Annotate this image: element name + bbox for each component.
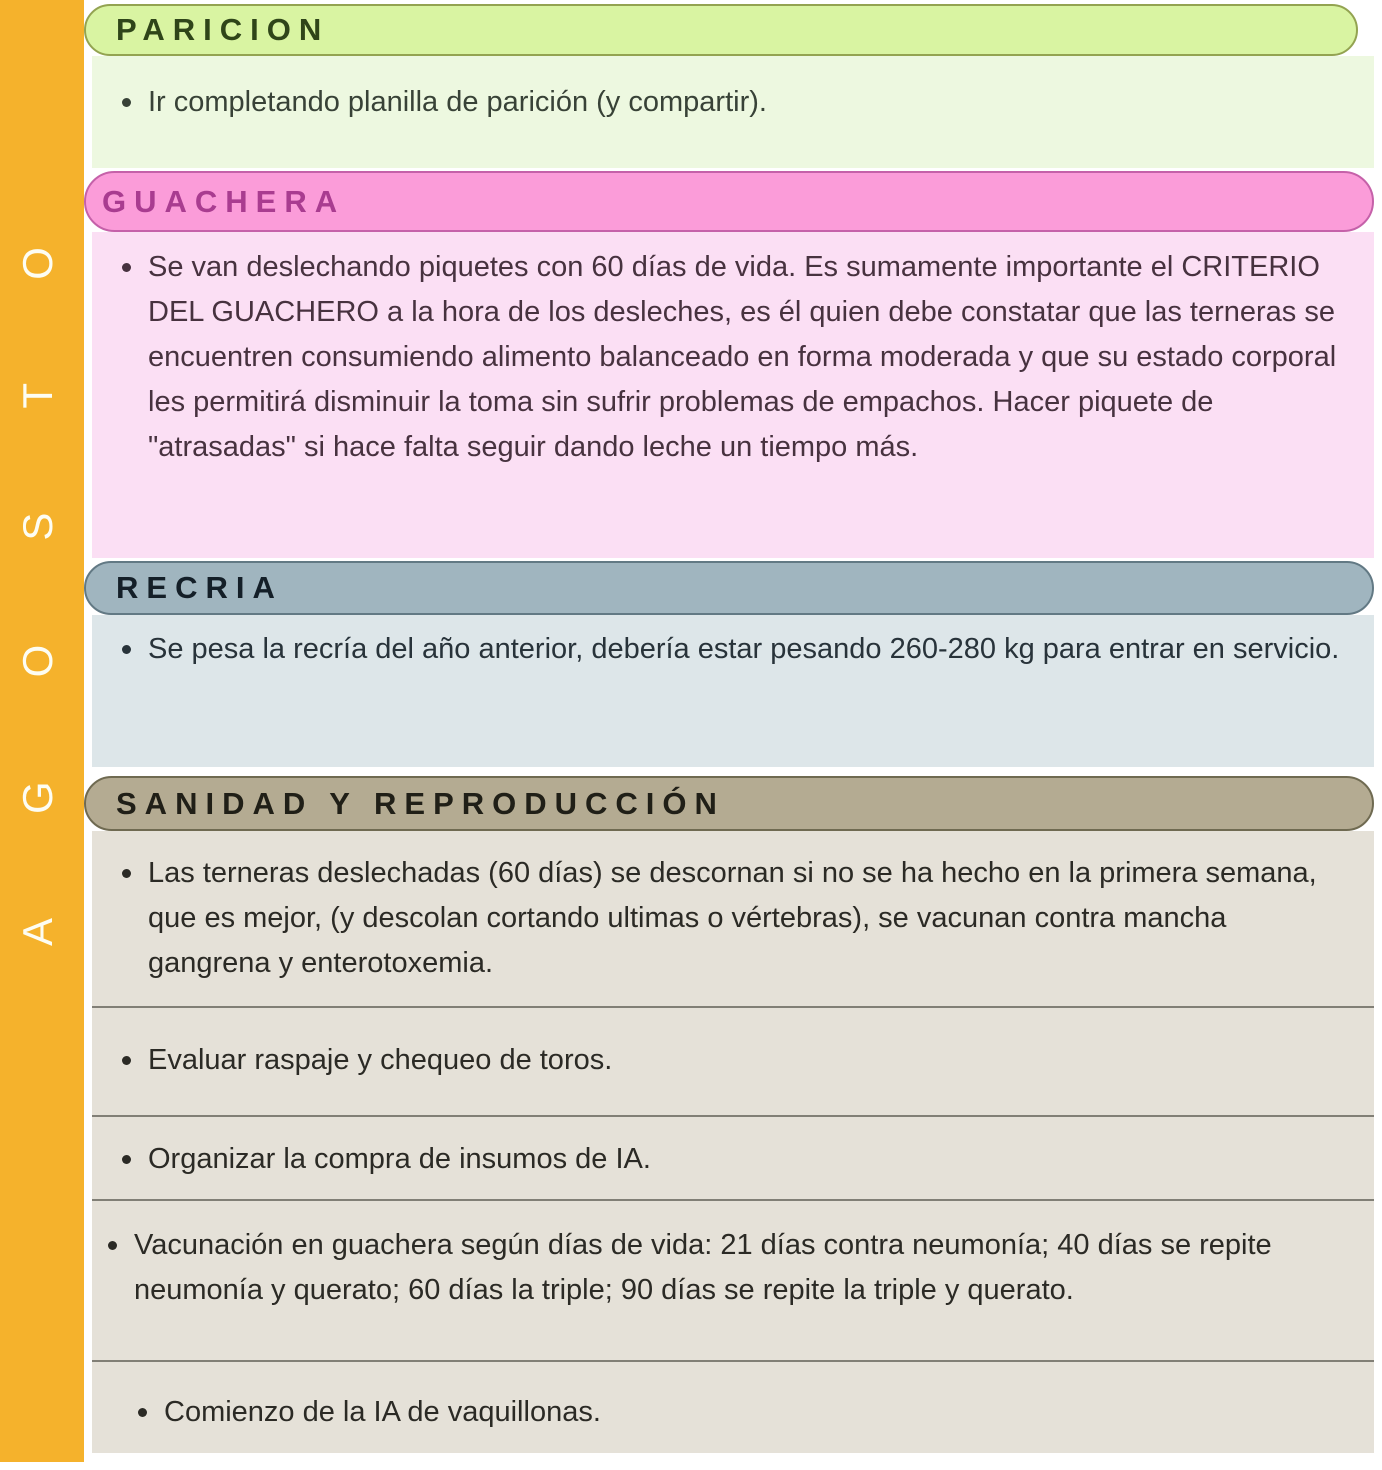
list-item: [92, 831, 1374, 1006]
section-recria-body: [92, 615, 1374, 767]
bullet-text: Las terneras deslechadas (60 días) se descornan si no se ha hecho en la primera semana, que es mejor, (y descolan cortando ultimas o vértebras), se vacunan contra mancha gangrena y enterotoxemia.: [148, 857, 1317, 979]
section-guachera-title: GUACHERA: [102, 183, 346, 219]
section-sanidad-title: SANIDAD Y REPRODUCCIÓN: [116, 785, 725, 821]
section-recria: [84, 561, 1374, 767]
section-paricion-title: PARICION: [116, 12, 330, 47]
bullet-dot-icon: [122, 263, 131, 272]
bullet-text: Se van deslechando piquetes con 60 días de vida. Es sumamente importante el CRITERIO DEL GUACHERO a la hora de los desleches, es él quien debe constatar que las terneras se encuentren consumiendo alimento balanceado en forma moderada y que su estado corporal les permitirá disminuir la toma sin sufrir problemas de empachos. Hacer piquete de "atrasadas" si hace falta seguir dando leche un tiempo más.: [148, 251, 1337, 463]
content-column: [84, 0, 1374, 1453]
list-item: [92, 80, 1374, 125]
bullet-text: Organizar la compra de insumos de IA.: [148, 1143, 651, 1175]
list-item: [92, 1201, 1374, 1360]
bullet-dot-icon: [108, 1241, 117, 1250]
section-paricion: [84, 4, 1374, 168]
bullet-dot-icon: [138, 1408, 147, 1417]
bullet-text: Ir completando planilla de parición (y compartir).: [148, 86, 767, 118]
section-paricion-body: [92, 56, 1374, 168]
section-guachera-body: [92, 232, 1374, 558]
list-item: [92, 1008, 1374, 1115]
bullet-dot-icon: [122, 645, 131, 654]
bullet-dot-icon: [122, 1155, 131, 1164]
section-guachera-header: [84, 171, 1374, 232]
list-item: [92, 627, 1374, 672]
section-paricion-header: [84, 4, 1358, 56]
bullet-text: Se pesa la recría del año anterior, debería estar pesando 260-280 kg para entrar en servicio.: [148, 633, 1340, 665]
bullet-dot-icon: [122, 98, 131, 107]
list-item: [92, 1117, 1374, 1199]
bullet-dot-icon: [122, 1056, 131, 1065]
month-label: AGOSTO: [14, 143, 61, 946]
bullet-text: Comienzo de la IA de vaquillonas.: [164, 1396, 601, 1428]
section-sanidad-y-reproduccion: [84, 776, 1374, 1453]
list-item: [92, 245, 1374, 470]
bullet-text: Evaluar raspaje y chequeo de toros.: [148, 1044, 613, 1076]
section-guachera: [84, 171, 1374, 558]
list-item: [92, 1362, 1374, 1452]
section-recria-header: [84, 561, 1374, 615]
month-sidebar: [0, 0, 84, 1462]
bullet-dot-icon: [122, 869, 131, 878]
section-recria-title: RECRIA: [116, 570, 283, 605]
bullet-text: Vacunación en guachera según días de vida: 21 días contra neumonía; 40 días se repite neumonía y querato; 60 días la triple; 90 días se repite la triple y querato.: [134, 1229, 1272, 1306]
section-sanidad-header: [84, 776, 1374, 831]
section-sanidad-body: [92, 831, 1374, 1453]
